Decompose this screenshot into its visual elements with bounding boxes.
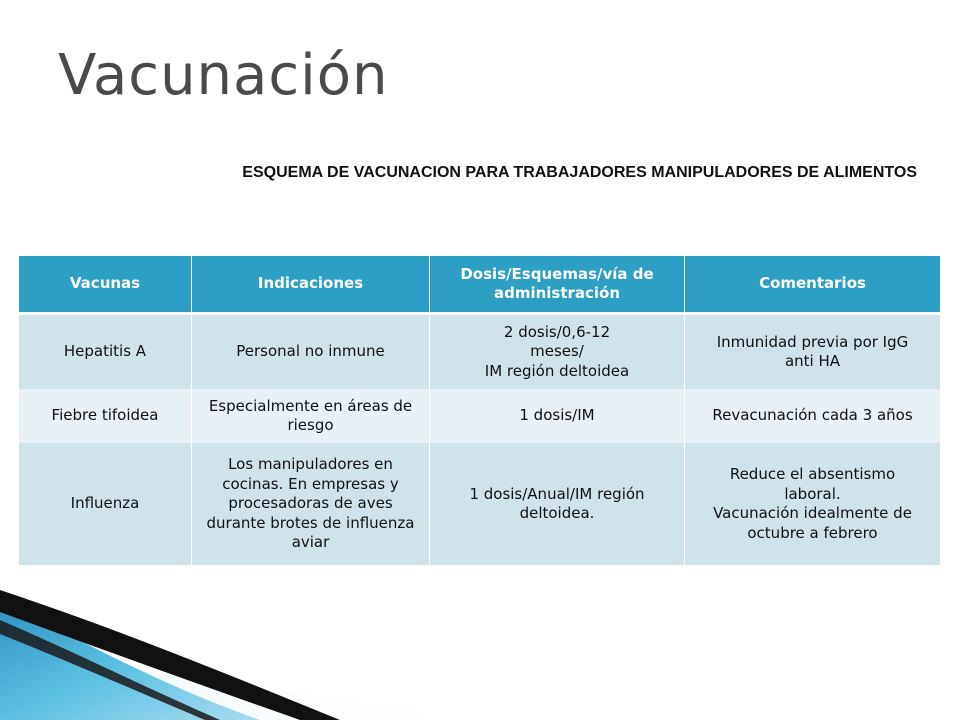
header-indicaciones: Indicaciones	[192, 256, 430, 314]
cell-line: Revacunación cada 3 años	[712, 406, 913, 425]
table-body	[19, 314, 941, 566]
cell-dosis	[430, 314, 685, 390]
cell-indicaciones	[192, 389, 430, 443]
cell-line: Especialmente en áreas de riesgo	[208, 396, 413, 434]
header-dosis: Dosis/Esquemas/vía de administración	[430, 256, 685, 314]
header-vacunas: Vacunas	[19, 256, 192, 314]
cell-line: Inmunidad previa por IgG anti HA	[716, 332, 909, 370]
cell-dosis	[430, 443, 685, 565]
cell-line: IM región deltoidea	[484, 361, 630, 380]
cell-vacuna: Hepatitis A	[19, 314, 192, 390]
cell-line: Los manipuladores en cocinas. En empresas y procesadoras de aves durante brotes de influenza aviar	[206, 455, 415, 552]
cell-comentarios	[685, 443, 941, 565]
table-row	[19, 443, 941, 565]
cell-line: Vacunación idealmente de octubre a febrero	[713, 504, 912, 542]
table-row	[19, 314, 941, 390]
header-comentarios: Comentarios	[685, 256, 941, 314]
cell-line: 1 dosis/Anual/IM región deltoidea.	[469, 484, 645, 522]
cell-dosis	[430, 389, 685, 443]
cell-line: Reduce el absentismo laboral.	[729, 465, 896, 503]
cell-vacuna: Fiebre tifoidea	[19, 389, 192, 443]
cell-line: 2 dosis/0,6-12 meses/	[503, 322, 611, 361]
cell-vacuna: Influenza	[19, 443, 192, 565]
table-row	[19, 389, 941, 443]
cell-indicaciones	[192, 443, 430, 565]
slide-title: Vacunación	[58, 43, 389, 108]
header-row	[19, 256, 941, 314]
cell-indicaciones	[192, 314, 430, 390]
cell-comentarios	[685, 389, 941, 443]
cell-line: 1 dosis/IM	[519, 406, 595, 425]
subtitle-text: ESQUEMA DE VACUNACION PARA TRABAJADORES MANIPULADORES DE ALIMENTOS	[242, 164, 917, 181]
cell-comentarios	[685, 314, 941, 390]
table-header	[19, 256, 941, 314]
table-subtitle	[0, 164, 950, 182]
cell-line: Personal no inmune	[236, 342, 385, 361]
decorative-swoosh	[0, 590, 960, 720]
vaccination-table	[18, 256, 941, 565]
